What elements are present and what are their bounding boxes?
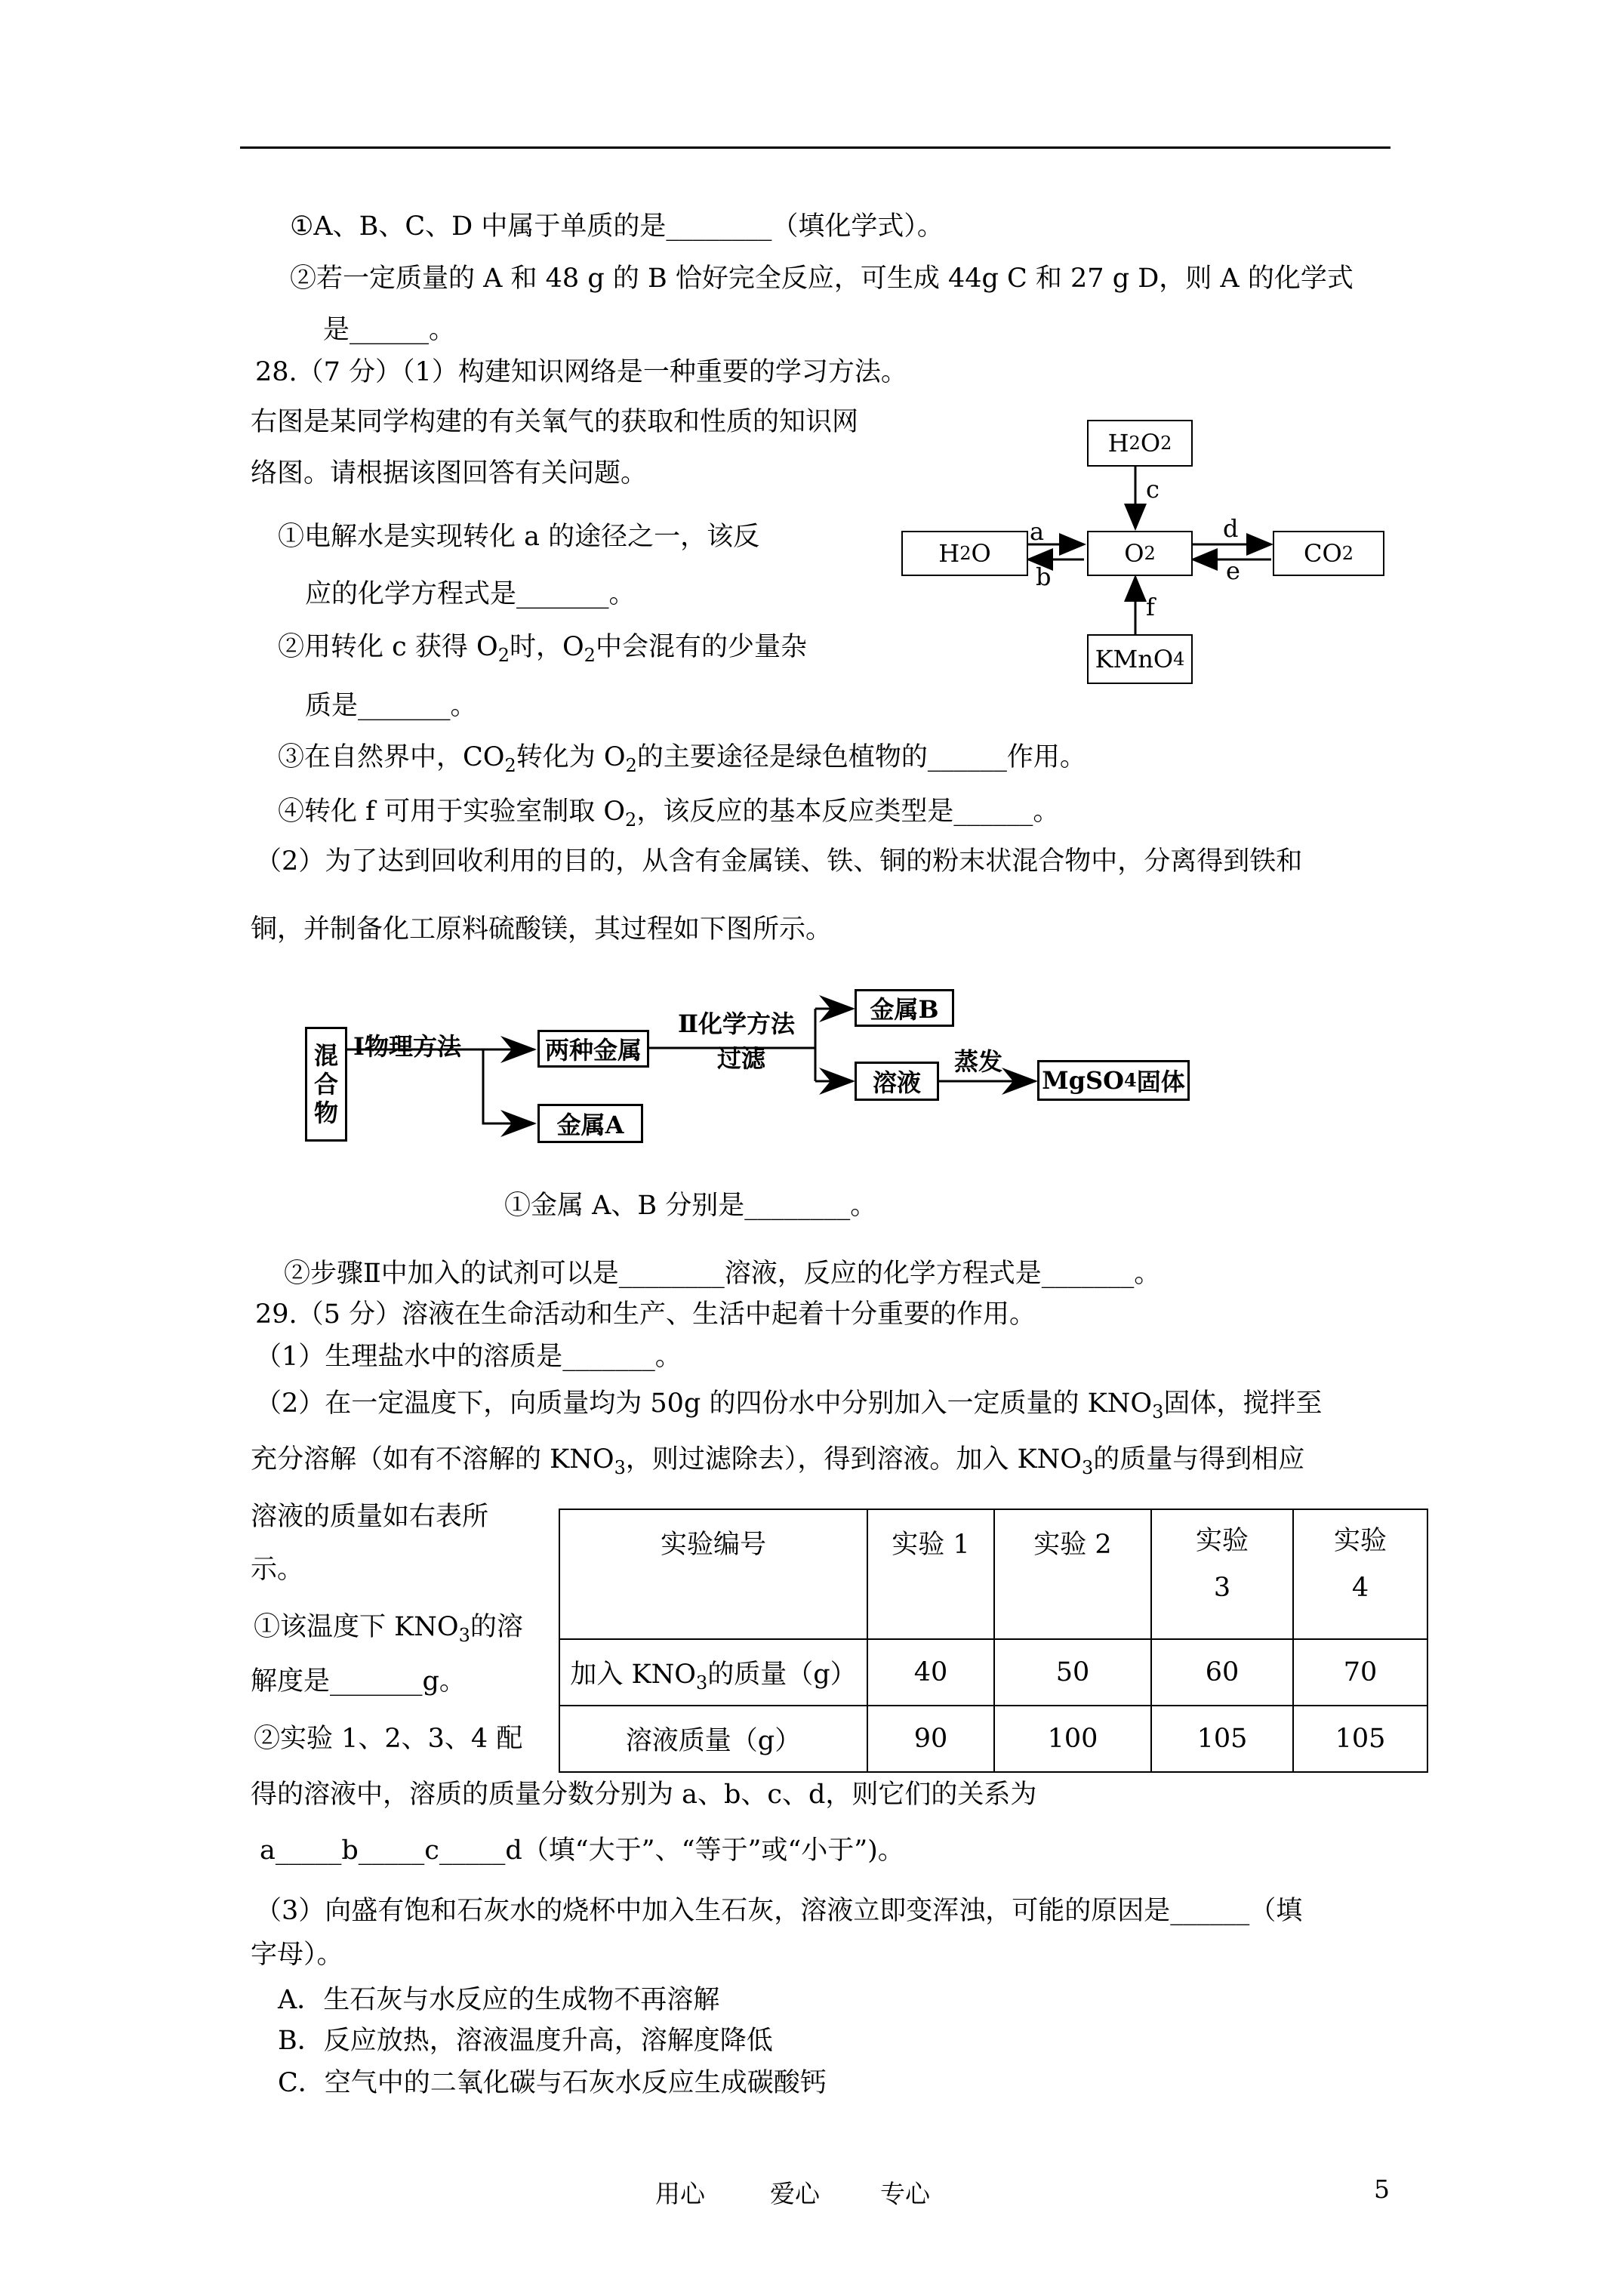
q28-s2a: ②用转化 c 获得 $O_2$时，$O_2$中会混有的少量杂	[278, 632, 807, 666]
q29-side2: 示。	[251, 1555, 304, 1585]
q29-p5b: 字母）。	[251, 1940, 343, 1970]
q29-p4: a_____b_____c_____d（填“大于”、“等于”或“小于”)。	[260, 1835, 904, 1866]
q29-heading: 29.（5 分）溶液在生命活动和生产、生活中起着十分重要的作用。	[255, 1299, 1036, 1330]
footer-text-3: 专心	[880, 2179, 930, 2208]
q29-option-b: B．反应放热，溶液温度升高，溶解度降低	[278, 2026, 773, 2056]
q29-option-a: A．生石灰与水反应的生成物不再溶解	[278, 1985, 720, 2015]
node-kmno4: KMnO 4	[1087, 634, 1193, 684]
table-header-cell: 实验编号	[559, 1509, 867, 1639]
q28-s3: ③在自然界中，$CO_2$转化为 $O_2$的主要途径是绿色植物的______作用。	[278, 742, 1086, 776]
table-row-label: 溶液质量（g）	[559, 1706, 867, 1772]
q29-p5a: （3）向盛有饱和石灰水的烧杯中加入生石灰，溶液立即变浑浊，可能的原因是______（填	[255, 1896, 1303, 1926]
q29-side4: 解度是_______g。	[251, 1666, 466, 1697]
footer-text-1: 用心	[655, 2179, 705, 2208]
page-number: 5	[1374, 2174, 1390, 2204]
label-a: a	[1030, 517, 1045, 546]
flow-filter-label: 过滤	[717, 1044, 766, 1073]
node-o2: O 2	[1087, 531, 1193, 576]
label-f: f	[1146, 593, 1155, 621]
table-cell: 50	[994, 1639, 1151, 1706]
label-c: c	[1146, 475, 1160, 504]
q29-option-c: C．空气中的二氧化碳与石灰水反应生成碳酸钙	[278, 2068, 827, 2098]
node-co2: CO 2	[1273, 531, 1384, 576]
flow-metal-b: 金属B	[855, 989, 954, 1027]
q29-p2b: 充分溶解（如有不溶解的 $KNO_3$，则过滤除去），得到溶液。加入 $KNO_3$的质量与得到相应	[251, 1444, 1305, 1478]
q29-side3: ①该温度下 $KNO_3$的溶	[254, 1612, 523, 1646]
table-cell: 70	[1293, 1639, 1427, 1706]
kno3-data-table	[559, 1509, 1428, 1773]
table-cell: 90	[867, 1706, 994, 1772]
flow-mgso4-solid: MgSO 4 固体	[1037, 1060, 1190, 1101]
q28-flow-q1: ①金属 A、B 分别是________。	[504, 1191, 877, 1221]
flow-metal-a: 金属A	[537, 1104, 643, 1143]
q28-s2b: 质是_______。	[305, 691, 477, 721]
q28-s1b: 应的化学方程式是_______。	[305, 579, 636, 609]
q28-intro2: 络图。请根据该图回答有关问题。	[251, 458, 648, 488]
flow-mixture-char1: 混	[313, 1041, 338, 1070]
flow-mixture-char3: 物	[313, 1099, 338, 1127]
flow-step2-label: Ⅱ化学方法	[678, 1009, 795, 1038]
flow-arrow-to-metal-a	[483, 1049, 534, 1123]
q29-p2a: （2）在一定温度下，向质量均为 50g 的四份水中分别加入一定质量的 $KNO_3$固体，搅拌至	[255, 1388, 1323, 1422]
table-header-cell: 实验 1	[867, 1509, 994, 1639]
flow-two-metals: 两种金属	[537, 1030, 649, 1068]
q28-s4: ④转化 f 可用于实验室制取 $O_2$，该反应的基本反应类型是______。	[278, 797, 1060, 831]
flow-mixture-char2: 合	[313, 1070, 338, 1099]
flow-mixture	[305, 1027, 347, 1142]
q29-p1: （1）生理盐水中的溶质是_______。	[255, 1342, 682, 1372]
flow-step1-label: Ⅰ物理方法	[353, 1032, 461, 1061]
flow-solution: 溶液	[855, 1062, 939, 1101]
table-cell: 60	[1151, 1639, 1293, 1706]
q27-line3: 是______。	[323, 315, 456, 345]
q28-heading: 28.（7 分）（1）构建知识网络是一种重要的学习方法。	[255, 357, 907, 387]
q28-s1a: ①电解水是实现转化 a 的途径之一，该反	[278, 522, 760, 552]
table-header-cell: 实验 3	[1151, 1509, 1293, 1639]
label-d: d	[1223, 514, 1239, 543]
table-cell: 100	[994, 1706, 1151, 1772]
label-e: e	[1226, 556, 1240, 585]
table-header-cell: 实验 2	[994, 1509, 1151, 1639]
q28-intro1: 右图是某同学构建的有关氧气的获取和性质的知识网	[251, 407, 859, 437]
table-row	[559, 1509, 1427, 1639]
table-cell: 105	[1293, 1706, 1427, 1772]
q28-part2-line1: （2）为了达到回收利用的目的，从含有金属镁、铁、铜的粉末状混合物中，分离得到铁和	[255, 846, 1303, 877]
table-row	[559, 1706, 1427, 1772]
q29-side1: 溶液的质量如右表所	[251, 1502, 489, 1532]
q28-flow-q2: ②步骤Ⅱ中加入的试剂可以是________溶液，反应的化学方程式是_______。	[284, 1259, 1161, 1289]
q27-line1: ①A、B、C、D 中属于单质的是________（填化学式）。	[290, 211, 944, 242]
table-row	[559, 1639, 1427, 1706]
q29-p3: 得的溶液中，溶质的质量分数分别为 a、b、c、d，则它们的关系为	[251, 1780, 1037, 1810]
node-h2o: H 2 O	[901, 531, 1028, 576]
q27-line2: ②若一定质量的 A 和 48 g 的 B 恰好完全反应，可生成 44g C 和 27 g D，则 A 的化学式	[290, 264, 1354, 294]
table-cell: 105	[1151, 1706, 1293, 1772]
q29-side5: ②实验 1、2、3、4 配	[254, 1724, 523, 1754]
label-b: b	[1036, 562, 1052, 591]
table-row-label: 加入 $KNO_3$的质量（g）	[559, 1639, 867, 1706]
table-cell: 40	[867, 1639, 994, 1706]
q28-part2-line2: 铜，并制备化工原料硫酸镁，其过程如下图所示。	[251, 914, 833, 945]
table-header-cell: 实验 4	[1293, 1509, 1427, 1639]
footer-text-2: 爱心	[770, 2179, 820, 2208]
flow-evaporate-label: 蒸发	[954, 1047, 1003, 1076]
node-h2o2: H 2 O 2	[1087, 420, 1193, 467]
